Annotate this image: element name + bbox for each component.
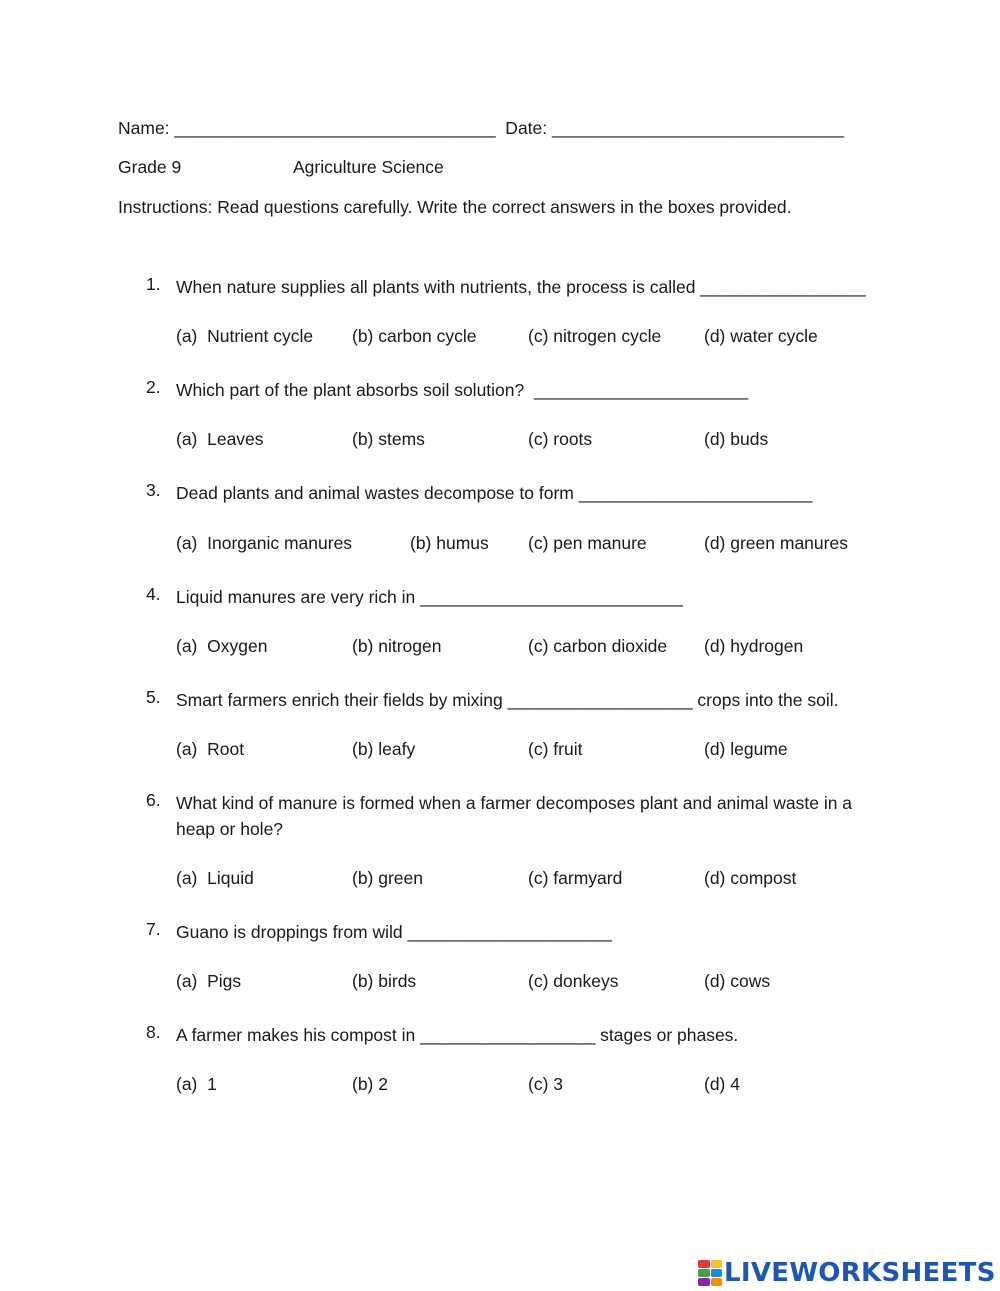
answer-option: (a) Inorganic manures	[176, 533, 353, 553]
answer-option: (c) fruit	[528, 739, 583, 759]
answer-option: (c) 3	[528, 1074, 563, 1094]
answer-option: (d) green manures	[704, 533, 848, 553]
answer-option: (d) hydrogen	[704, 636, 804, 656]
question-number: 7.	[146, 919, 161, 939]
answer-option: (a) 1	[176, 1074, 217, 1094]
name-date-line: Name: _________________________________ Date: ______________________________	[118, 118, 844, 138]
answer-option: (b) nitrogen	[352, 636, 442, 656]
answer-option: (a) Leaves	[176, 429, 264, 449]
logo-text: LIVEWORKSHEETS	[724, 1258, 996, 1288]
answer-option: (b) carbon cycle	[352, 326, 477, 346]
answer-option: (d) compost	[704, 868, 797, 888]
liveworksheets-logo	[698, 1258, 996, 1288]
instructions: Instructions: Read questions carefully. Write the correct answers in the boxes provided.	[118, 197, 792, 217]
question-text: What kind of manure is formed when a farmer decomposes plant and animal waste in a heap or hole?	[176, 793, 857, 839]
question-text: Smart farmers enrich their fields by mixing ___________________ crops into the soil.	[176, 690, 839, 710]
answer-option: (c) nitrogen cycle	[528, 326, 662, 346]
question-text: Liquid manures are very rich in ___________________________	[176, 587, 683, 607]
subject-label: Agriculture Science	[293, 157, 444, 177]
answer-option: (d) legume	[704, 739, 788, 759]
question-number: 1.	[146, 274, 161, 294]
answer-option: (b) humus	[410, 533, 489, 553]
question-number: 2.	[146, 377, 161, 397]
answer-option: (c) pen manure	[528, 533, 647, 553]
question-text: A farmer makes his compost in __________________ stages or phases.	[176, 1025, 739, 1045]
question-number: 5.	[146, 687, 161, 707]
question-text: Dead plants and animal wastes decompose to form ________________________	[176, 483, 813, 503]
answer-option: (b) leafy	[352, 739, 416, 759]
question-text: Guano is droppings from wild _____________________	[176, 922, 612, 942]
answer-option: (d) 4	[704, 1074, 740, 1094]
answer-option: (a) Liquid	[176, 868, 254, 888]
answer-option: (b) stems	[352, 429, 425, 449]
answer-option: (b) 2	[352, 1074, 388, 1094]
question-number: 6.	[146, 790, 161, 810]
grade-label: Grade 9	[118, 157, 182, 177]
answer-option: (a) Pigs	[176, 971, 242, 991]
question-text: Which part of the plant absorbs soil solution? ______________________	[176, 380, 749, 400]
answer-option: (b) birds	[352, 971, 417, 991]
answer-option: (c) roots	[528, 429, 593, 449]
answer-option: (c) farmyard	[528, 868, 623, 888]
question-number: 4.	[146, 584, 161, 604]
question-text: When nature supplies all plants with nutrients, the process is called _________________	[176, 277, 866, 297]
answer-option: (d) buds	[704, 429, 769, 449]
question-number: 3.	[146, 480, 161, 500]
answer-option: (a) Oxygen	[176, 636, 268, 656]
question-number: 8.	[146, 1022, 161, 1042]
answer-option: (d) cows	[704, 971, 771, 991]
answer-option: (a) Nutrient cycle	[176, 326, 314, 346]
answer-option: (d) water cycle	[704, 326, 818, 346]
logo-blocks-icon	[698, 1260, 722, 1286]
answer-option: (a) Root	[176, 739, 245, 759]
answer-option: (c) donkeys	[528, 971, 619, 991]
answer-option: (c) carbon dioxide	[528, 636, 668, 656]
answer-option: (b) green	[352, 868, 424, 888]
